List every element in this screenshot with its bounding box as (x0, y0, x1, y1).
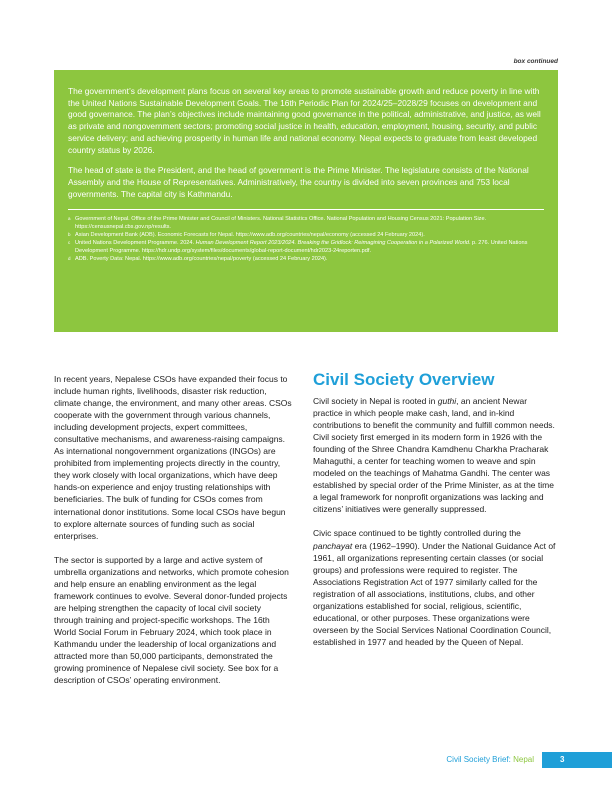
footnote-a (68, 216, 544, 231)
footnote-title: Human Development Report 2023/2024. Breaking the Gridlock: Reimagining Cooperation in a Polarized World (195, 240, 469, 247)
italic-term: guthi (437, 396, 457, 406)
right-column (313, 370, 558, 660)
footnote-marker: d (68, 255, 71, 261)
footnote-marker: c (68, 240, 71, 246)
box-continued-label: box continued (513, 58, 558, 65)
box-divider (68, 209, 544, 210)
right-paragraph-1 (313, 395, 558, 515)
page-number: 3 (542, 752, 612, 768)
footnote-text: ADB. Poverty Data: Nepal. https://www.adb.org/countries/nepal/poverty (accessed 24 February 2024). (75, 255, 328, 262)
text-run: Civic space continued to be tightly controlled during the (313, 528, 521, 539)
section-heading: Civil Society Overview (313, 370, 495, 389)
footnote-c (68, 240, 544, 255)
footnote-text: United Nations Development Programme. 2024. (75, 240, 196, 247)
left-paragraph-2: The sector is supported by a large and active system of umbrella organizations and networks, which promote cohesion and help ensure an enabling environment as the legal framework continues to evolve. Several donor-funded projects are helping strengthen the capacity of local civil society through training and project-specific workshops. The 16th World Social Forum in February 2024, which took place in Kathmandu under the leadership of local organizations and attracted more than 50,000 participants, demonstrated the growing prominence of Nepalese civil society. See box for a description of CSOs’ operating environment. (54, 554, 289, 686)
text-run: , an ancient Newar practice in which people make cash, land, and in-kind contributions to benefit the community and fulfill common needs. Civil society first emerged in its modern form in 1926 with the founding of the Shree Chandra Kamdhenu Charkha Pracharak Mahaguthi, a center for teaching women to weave and spin modeled on the teachings of Mahatma Gandhi. The center was established by special order of the Prime Minister, as at the time a legal framework for nonprofit organizations was lacking and citizens’ initiatives were generally suppressed. (313, 396, 555, 515)
page-footer (0, 752, 612, 768)
footnote-text: Asian Development Bank (ADB). Economic Forecasts for Nepal. https://www.adb.org/countries/nepal/economy (accessed 24 February 2024). (75, 232, 425, 239)
box-paragraph-2: The head of state is the President, and the head of government is the Prime Minister. The legislature consists of the National Assembly and the House of Representatives. Administratively, the country is divided into seven provinces and 753 local governments. The capital city is Kathmandu. (68, 165, 529, 199)
info-box (54, 70, 558, 332)
footer-title (446, 755, 534, 764)
footnote-b (68, 232, 544, 240)
italic-term: panchayat (313, 540, 353, 551)
footnote-text: Government of Nepal. Office of the Prime Minister and Council of Ministers. National Statistics Office. National Population and Housing Census 2021: Population Size. https://censusnepal.cbs.gov.np/results. (75, 216, 487, 230)
footnote-list (68, 216, 544, 263)
footnote-marker: b (68, 232, 71, 238)
footnote-text: . p. 276. United Nations Development Programme. https://hdr.undp.org/system/files/documents/global-report-document/hdr2023-24reporten.pdf. (75, 240, 528, 254)
brief-label: Civil Society Brief: (446, 755, 511, 764)
footnote-d (68, 256, 544, 264)
right-paragraph-2 (313, 527, 558, 647)
footnote-marker: a (68, 216, 71, 222)
country-name: Nepal (513, 755, 534, 764)
box-paragraph-1: The government’s development plans focus on several key areas to promote sustainable growth and reduce poverty in line with the United Nations Sustainable Development Goals. The 16th Periodic Plan for 2024/25–2028/29 focuses on development and good governance. The plan’s objectives include maintaining good governance in the political, administrative, and justice, as well as private and nongovernment sectors; promoting social justice in health, education, employment, housing, security, and public service delivery; and achieving prosperity in human life and national economy. Nepal expects to graduate from least developed country status by 2026. (68, 86, 541, 155)
text-run: era (1962–1990). Under the National Guidance Act of 1961, all organizations representing certain classes (or social groups) and professions were required to register. The Associations Registration Act of 1977 similarly called for the registration of all associations, institutions, clubs, and other organizations established for social, religious, scientific, educational, or other purposes. These organizations were overseen by the Social Services National Coordination Council, established in 1977 and headed by the Queen of Nepal. (313, 540, 556, 647)
left-paragraph-1: In recent years, Nepalese CSOs have expanded their focus to include human rights, livelihoods, disaster risk reduction, climate change, the environment, and many other areas. CSOs cooperate with the government through various channels, including development projects, expert committees, consultative mechanisms, and awareness-raising campaigns. As international nongovernment organizations (INGOs) are prohibited from implementing projects directly in the country, they work closely with local organizations, which have deep hands-on experience and enjoy trusting relationships with beneficiaries. The bulk of funding for CSOs comes from international donor institutions. Some local CSOs have begun to explore alternate sources of funding such as social enterprises. (54, 374, 292, 541)
text-run: Civil society in Nepal is rooted in (313, 396, 438, 406)
left-column (54, 373, 292, 698)
